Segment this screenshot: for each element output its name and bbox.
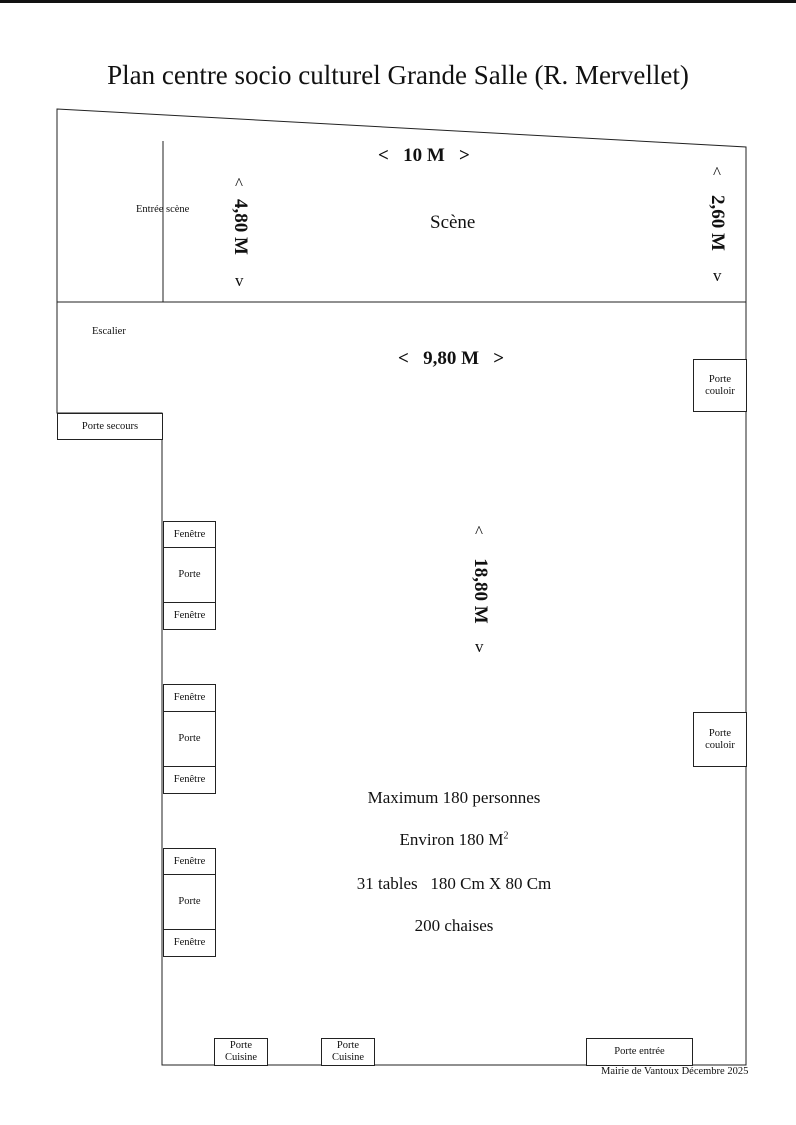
window: Fenêtre (163, 602, 216, 630)
stairs-label: Escalier (92, 326, 126, 337)
arrow-up: ^ (475, 522, 483, 541)
tables-text: 31 tables 180 Cm X 80 Cm (356, 874, 552, 893)
arrow-down: v (475, 637, 484, 656)
arrow-up: ^ (235, 174, 243, 193)
arrow-left: < (398, 348, 409, 369)
arrow-left: < (378, 145, 389, 166)
area-text: Environ 180 $M^2$ (399, 830, 509, 849)
emergency-door: Porte secours (57, 413, 163, 440)
window: Fenêtre (163, 521, 216, 548)
hall-width-dimension: < 9,80 M > (398, 348, 505, 369)
window: Fenêtre (163, 766, 216, 794)
arrow-right: > (493, 348, 505, 369)
entrance-door: Porte entrée (586, 1038, 693, 1066)
window: Fenêtre (163, 929, 216, 957)
corridor-door-top: Porte couloir (693, 359, 747, 412)
page-title: Plan centre socio culturel Grande Salle (R. Mervellet) (107, 60, 689, 90)
door: Porte (163, 874, 216, 930)
door: Porte (163, 547, 216, 603)
window: Fenêtre (163, 684, 216, 712)
chairs-text: 200 chaises (414, 916, 494, 935)
stage-left-depth-dimension: 4,80 M (230, 199, 251, 255)
stage-width-dimension: < 10 M > (378, 145, 470, 166)
arrow-right: > (459, 145, 470, 166)
stage-name: Scène (430, 212, 476, 233)
arrow-down: v (713, 266, 722, 285)
window: Fenêtre (163, 848, 216, 875)
capacity-text: Maximum 180 personnes (367, 788, 541, 807)
footer-credit: Mairie de Vantoux Décembre 2025 (601, 1066, 749, 1077)
door: Porte (163, 711, 216, 767)
stage-entrance-label: Entrée scène (136, 204, 190, 215)
hall-length-dimension: 18,80 M (470, 558, 491, 624)
arrow-up: ^ (713, 163, 721, 182)
kitchen-door: Porte Cuisine (214, 1038, 268, 1066)
stage-right-depth-dimension: 2,60 M (707, 195, 728, 251)
area-superscript: 2 (503, 830, 509, 842)
arrow-down: v (235, 271, 244, 290)
corridor-door-bottom: Porte couloir (693, 712, 747, 767)
kitchen-door: Porte Cuisine (321, 1038, 375, 1066)
